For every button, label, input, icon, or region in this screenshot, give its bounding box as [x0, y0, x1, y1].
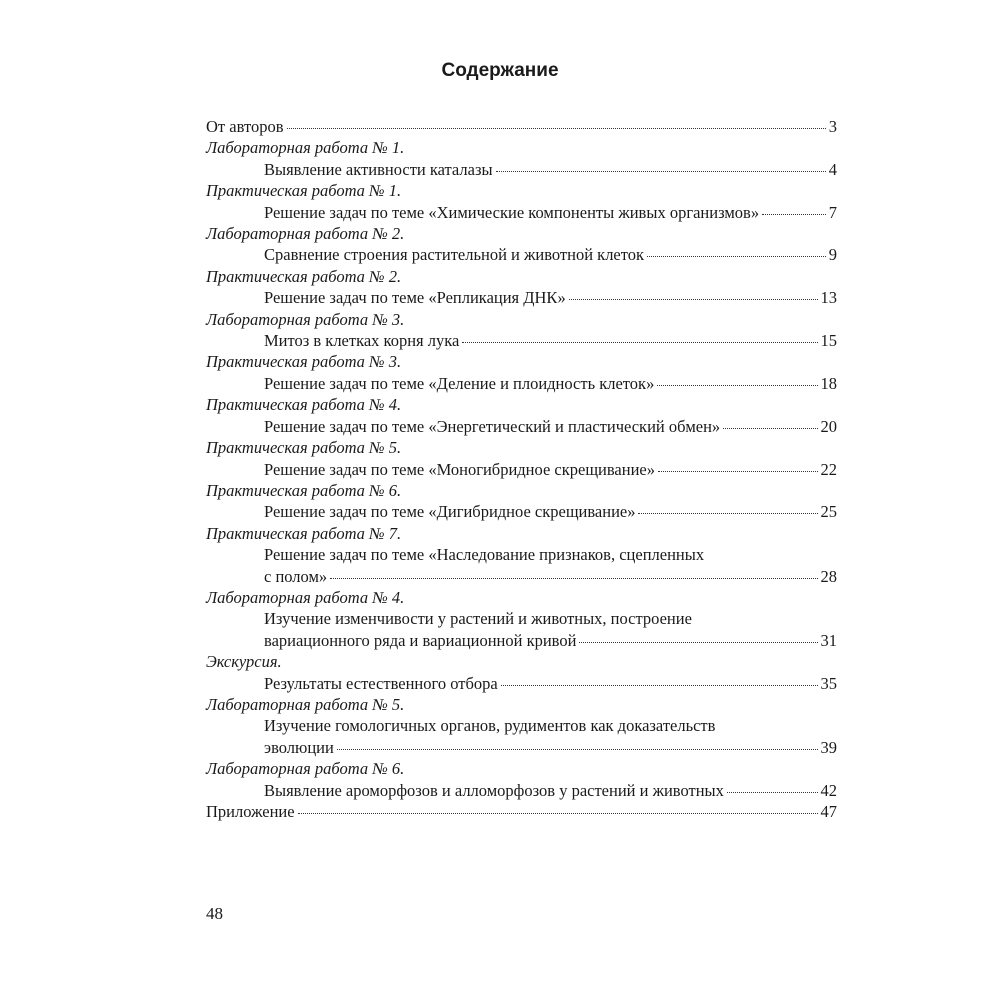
- toc-entry-text: Сравнение строения растительной и животной клеток: [264, 245, 645, 265]
- dot-leader: [337, 749, 818, 750]
- toc-entry[interactable]: [206, 459, 837, 480]
- toc-entry-text: Решение задач по теме «Дигибридное скрещивание»: [264, 502, 636, 522]
- toc-entry-text: От авторов: [206, 117, 284, 136]
- toc-entry-text-line2: с полом»: [264, 566, 328, 586]
- toc-entry-text: Решение задач по теме «Деление и плоидность клеток»: [264, 373, 655, 393]
- toc-section-label: Лабораторная работа № 5.: [206, 694, 405, 714]
- toc-page-number: 35: [820, 673, 837, 693]
- dot-leader: [569, 299, 818, 300]
- toc-page-number: 42: [820, 780, 837, 800]
- toc-entry-text: Выявление ароморфозов и алломорфозов у растений и животных: [264, 780, 724, 800]
- toc-page-number: 28: [820, 566, 837, 586]
- toc-entry-appendix[interactable]: [206, 801, 837, 822]
- dot-leader: [462, 342, 817, 343]
- toc-page-number: 7: [828, 202, 837, 222]
- toc-section-label: Лабораторная работа № 4.: [206, 587, 405, 607]
- toc-entry-text: Митоз в клетках корня лука: [264, 331, 460, 351]
- toc-page-number: 39: [820, 737, 837, 757]
- toc-section-label: Практическая работа № 6.: [206, 480, 402, 500]
- toc-entry-text-line1[interactable]: Решение задач по теме «Наследование признаков, сцепленных: [264, 545, 705, 565]
- dot-leader: [723, 428, 817, 429]
- toc-entry[interactable]: [206, 501, 837, 522]
- toc-entry[interactable]: [206, 673, 837, 694]
- toc-page-number: 22: [820, 459, 837, 479]
- toc-entry-text-line2: эволюции: [264, 737, 334, 757]
- toc-section-label: Экскурсия.: [206, 652, 282, 672]
- toc-entry-preface[interactable]: [206, 116, 837, 137]
- dot-leader: [579, 642, 817, 643]
- toc-entry[interactable]: [206, 159, 837, 180]
- toc-entry[interactable]: [206, 330, 837, 351]
- dot-leader: [657, 385, 817, 386]
- page-title: Содержание: [441, 60, 559, 81]
- toc-entry-text-line2: вариационного ряда и вариационной кривой: [264, 630, 577, 650]
- table-of-contents: [206, 116, 837, 822]
- toc-section-label: Практическая работа № 3.: [206, 352, 402, 372]
- dot-leader: [501, 685, 818, 686]
- toc-page-number: 4: [828, 159, 837, 179]
- dot-leader: [287, 128, 826, 129]
- dot-leader: [727, 792, 818, 793]
- toc-page-number: 9: [828, 245, 837, 265]
- toc-entry[interactable]: [206, 566, 837, 587]
- toc-section-label: Лабораторная работа № 6.: [206, 759, 405, 779]
- dot-leader: [762, 214, 826, 215]
- toc-section-label: Лабораторная работа № 1.: [206, 138, 405, 158]
- toc-entry-text: Приложение: [206, 802, 295, 821]
- toc-entry[interactable]: [206, 416, 837, 437]
- toc-entry-text: Решение задач по теме «Химические компоненты живых организмов»: [264, 202, 760, 222]
- toc-entry[interactable]: [206, 737, 837, 758]
- dot-leader: [647, 256, 826, 257]
- toc-entry-text-line1[interactable]: Изучение гомологичных органов, рудиментов как доказательств: [264, 716, 716, 736]
- toc-page-number: 20: [820, 416, 837, 436]
- toc-entry-text: Решение задач по теме «Репликация ДНК»: [264, 288, 566, 308]
- toc-page-number: 3: [828, 117, 837, 136]
- toc-page-number: 25: [820, 502, 837, 522]
- toc-page-number: 15: [820, 331, 837, 351]
- toc-section-label: Практическая работа № 7.: [206, 523, 402, 543]
- toc-section-label: Лабораторная работа № 2.: [206, 224, 405, 244]
- toc-page-number: 47: [820, 802, 837, 821]
- dot-leader: [330, 578, 817, 579]
- toc-section-label: Практическая работа № 2.: [206, 266, 402, 286]
- toc-entry-text: Результаты естественного отбора: [264, 673, 498, 693]
- toc-section-label: Практическая работа № 4.: [206, 395, 402, 415]
- toc-entry-text: Решение задач по теме «Моногибридное скрещивание»: [264, 459, 655, 479]
- toc-entry[interactable]: [206, 373, 837, 394]
- toc-entry[interactable]: [206, 244, 837, 265]
- toc-entry-text-line1[interactable]: Изучение изменчивости у растений и животных, построение: [264, 609, 692, 629]
- toc-entry-text: Выявление активности каталазы: [264, 159, 493, 179]
- toc-page-number: 31: [820, 630, 837, 650]
- toc-section-label: Практическая работа № 1.: [206, 181, 402, 201]
- toc-section-label: Лабораторная работа № 3.: [206, 309, 405, 329]
- toc-page-number: 13: [820, 288, 837, 308]
- dot-leader: [496, 171, 826, 172]
- toc-section-label: Практическая работа № 5.: [206, 438, 402, 458]
- dot-leader: [298, 813, 818, 814]
- toc-entry[interactable]: [206, 780, 837, 801]
- dot-leader: [638, 513, 817, 514]
- toc-page-number: 18: [820, 373, 837, 393]
- toc-entry-text: Решение задач по теме «Энергетический и пластический обмен»: [264, 416, 721, 436]
- dot-leader: [658, 471, 818, 472]
- toc-entry[interactable]: [206, 630, 837, 651]
- toc-entry[interactable]: [206, 287, 837, 308]
- toc-entry[interactable]: [206, 202, 837, 223]
- page-number: 48: [206, 904, 223, 923]
